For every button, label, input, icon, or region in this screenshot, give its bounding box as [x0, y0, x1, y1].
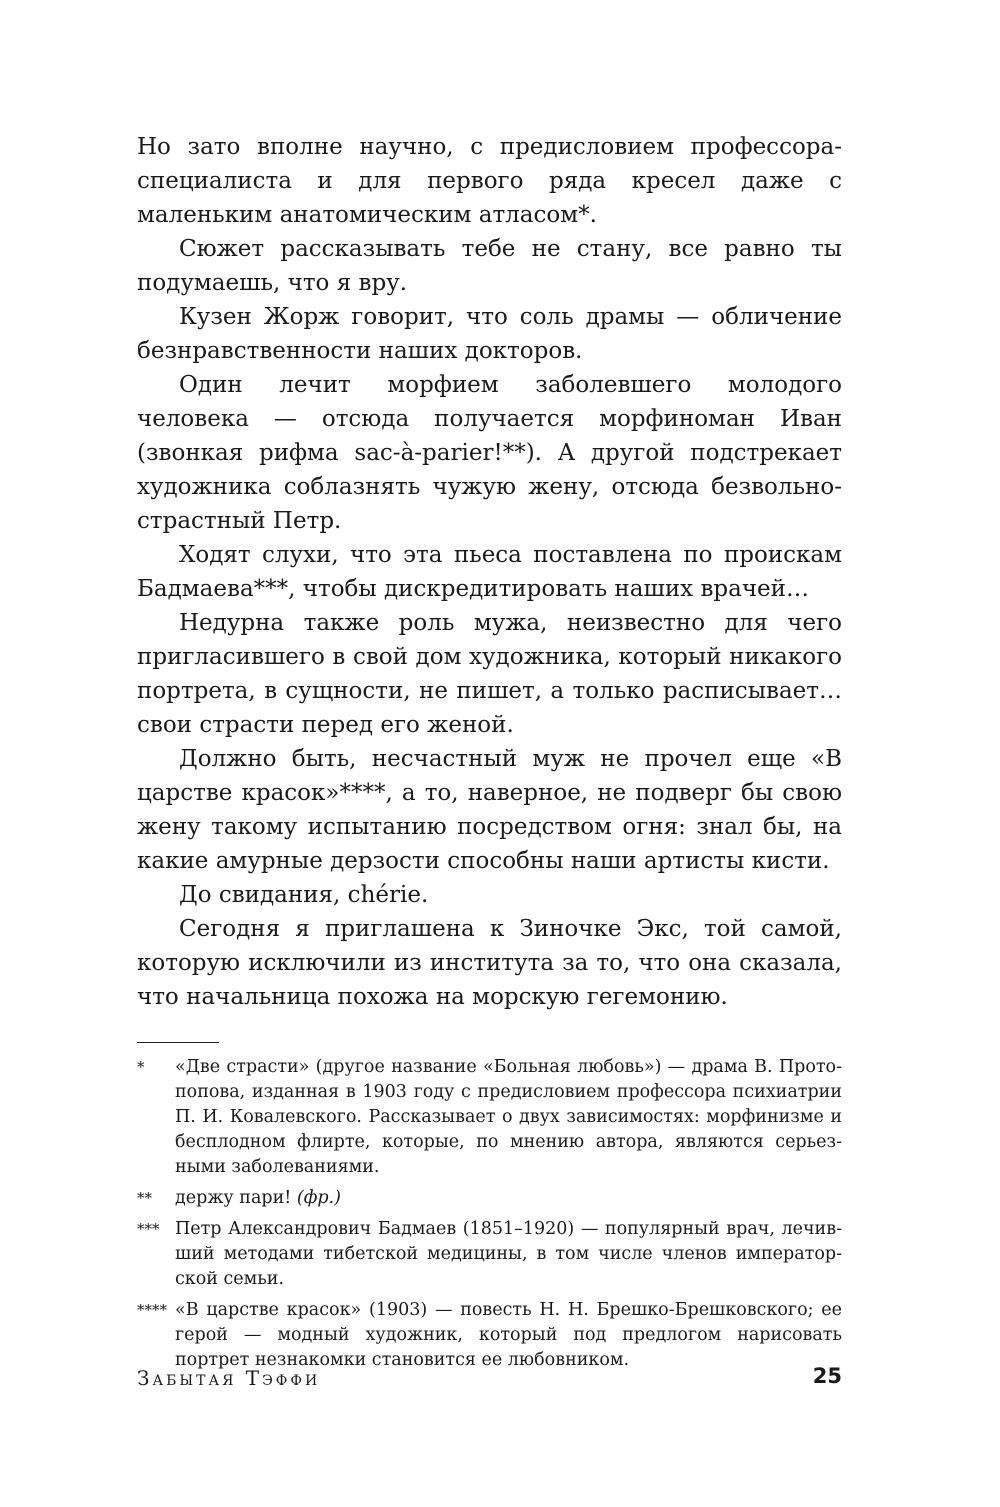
footnote-text: Петр Александрович Бадмаев (1851–1920) — популярный врач, лечивший методами тибетской медицины, в том числе членов императорской семьи.: [175, 1219, 842, 1289]
footnote-mark: ***: [137, 1220, 160, 1238]
footnote-text: [175, 1186, 842, 1211]
paragraph: Но зато вполне научно, с предисловием профессора-специалиста и для первого ряда кресел даже с маленьким анатомическим атласом*.: [137, 134, 842, 228]
footnote-translation: держу пари!: [175, 1188, 292, 1208]
paragraph: Один лечит морфием заболевшего молодого человека — отсюда получается морфиноман Иван (звонкая рифма sac-à-parier!**). А другой подстрекает художника соблазнять чужую жену, отсюда безвольно-страстный Петр.: [137, 372, 842, 534]
footnote: [137, 1186, 842, 1211]
paragraph: Ходят слухи, что эта пьеса поставлена по проискам Бадмаева***, чтобы дискредитировать наших врачей…: [137, 542, 842, 602]
paragraph: До свидания, chérie.: [179, 882, 429, 908]
page-body: [137, 130, 842, 1379]
paragraph: Сегодня я приглашена к Зиночке Экс, той самой, которую исключили из института за то, что она сказала, что начальница похожа на морскую гегемонию.: [137, 916, 842, 1010]
paragraph: Кузен Жорж говорит, что соль драмы — обличение безнравственности наших докторов.: [137, 304, 842, 364]
footnote-mark: **: [137, 1189, 152, 1207]
running-footer: [137, 1366, 842, 1396]
footnote: [137, 1298, 842, 1373]
book-title: Забытая Тэффи: [137, 1366, 321, 1390]
footnote: [137, 1217, 842, 1292]
page-number: 25: [812, 1364, 842, 1388]
footnote-language-note: (фр.): [296, 1188, 341, 1208]
footnote: [137, 1055, 842, 1180]
main-text: [137, 130, 842, 1014]
footnote-divider: [137, 1042, 219, 1043]
paragraph: Недурна также роль мужа, неизвестно для чего пригласившего в свой дом художника, который никакого портрета, в сущности, не пишет, а только расписывает… свои страсти перед его женой.: [137, 610, 842, 738]
footnotes: [137, 1055, 842, 1373]
paragraph: Должно быть, несчастный муж не прочел еще «В царстве красок»****, а то, наверное, не подверг бы свою жену такому испытанию посредством огня: знал бы, на какие амурные дерзости способны наши артисты кисти.: [137, 746, 842, 874]
footnote-text: «В царстве красок» (1903) — повесть Н. Н. Брешко-Брешковского; ее герой — модный художник, который под предлогом нарисовать портрет незнакомки становится ее любовником.: [175, 1300, 842, 1370]
paragraph: Сюжет рассказывать тебе не стану, все равно ты подумаешь, что я вру.: [137, 236, 842, 296]
footnote-mark: *: [137, 1058, 145, 1076]
footnote-text: «Две страсти» (другое название «Больная любовь») — драма В. Протопопова, изданная в 1903 году с предисловием профессора психиатрии П. И. Ковалевского. Рассказывает о двух зависимостях: морфинизме и бесплодном флирте, которые, по мнению автора, являются серьезными заболеваниями.: [175, 1057, 842, 1177]
footnote-mark: ****: [137, 1301, 167, 1319]
